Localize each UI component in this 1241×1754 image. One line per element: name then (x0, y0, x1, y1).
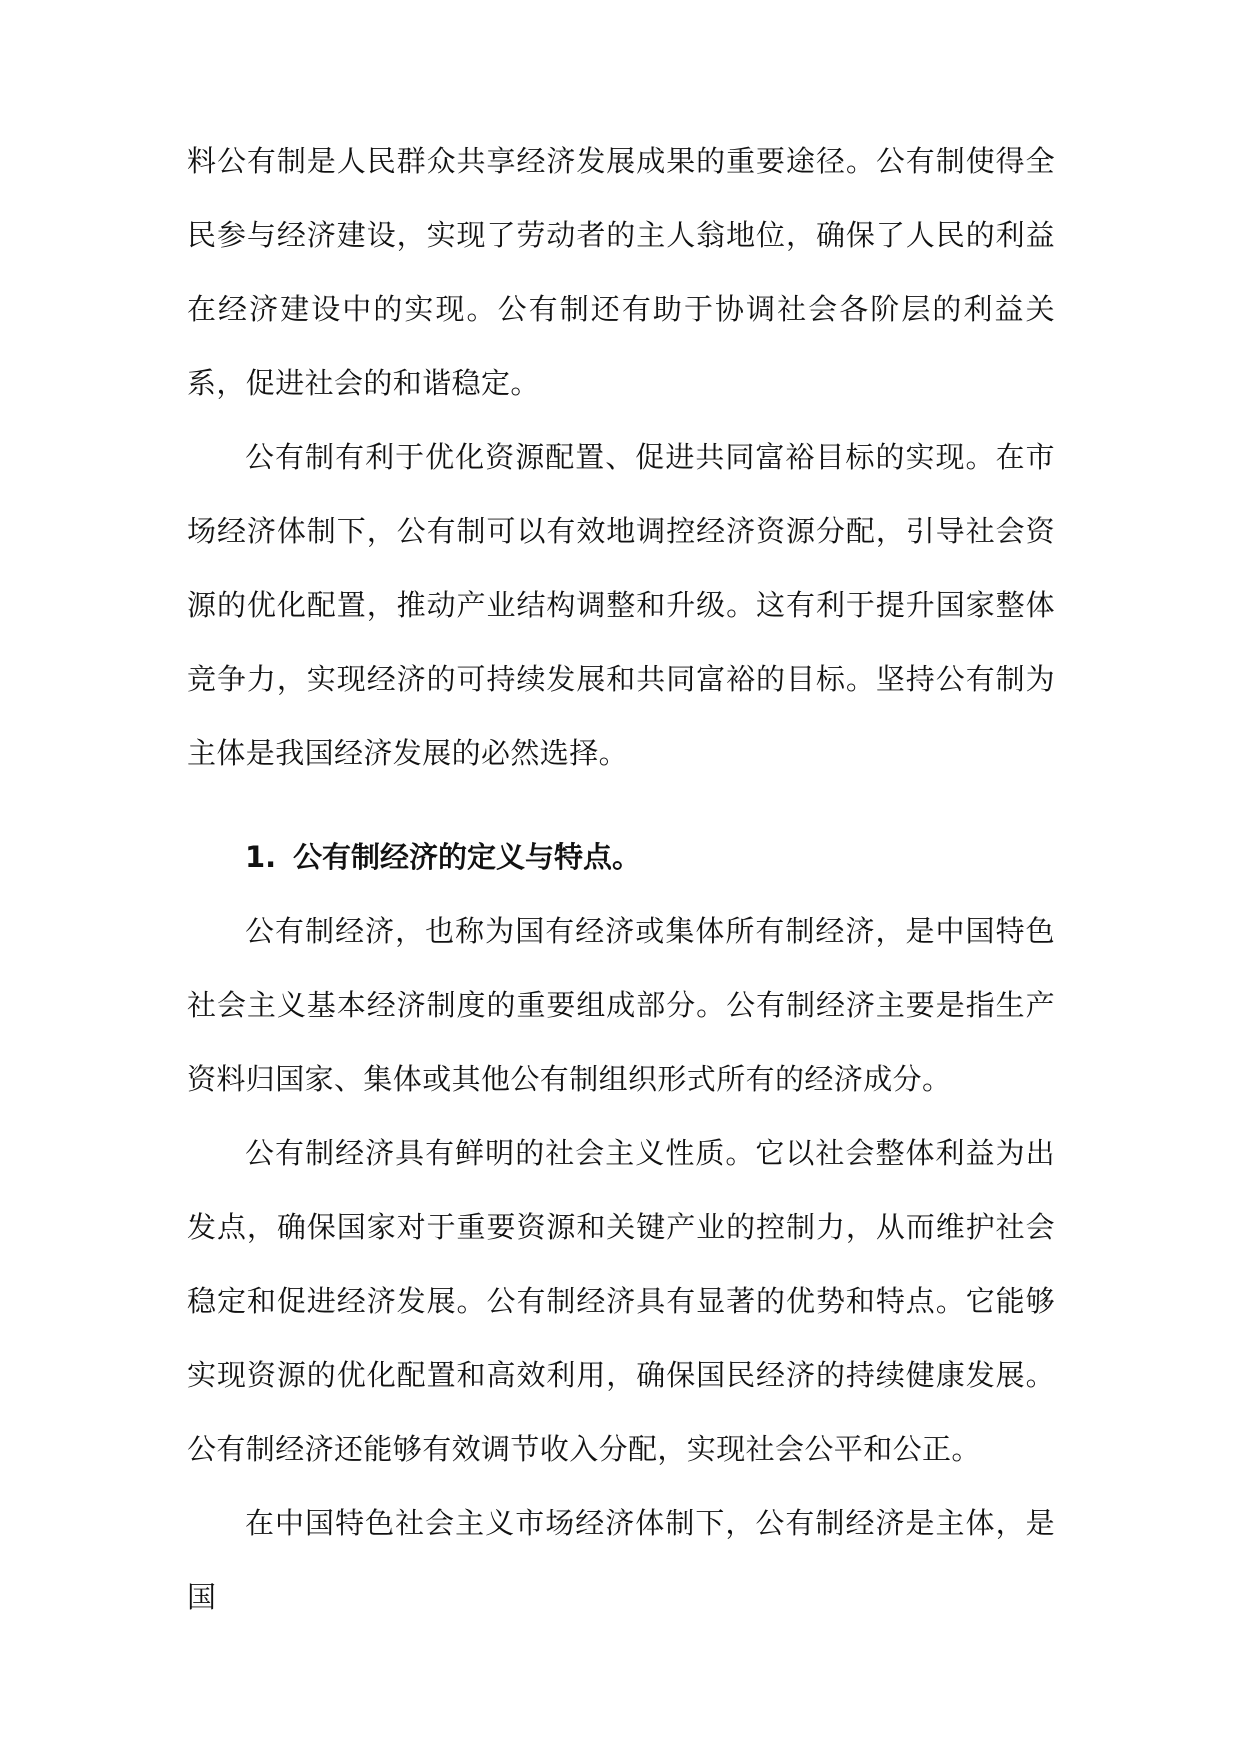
section-number: 1. (245, 840, 277, 874)
section-title: 公有制经济的定义与特点。 (293, 840, 642, 874)
paragraph-5: 在中国特色社会主义市场经济体制下，公有制经济是主体，是国 (187, 1506, 1055, 1614)
paragraph-4: 公有制经济具有鲜明的社会主义性质。它以社会整体利益为出发点，确保国家对于重要资源和关键产业的控制力，从而维护社会稳定和促进经济发展。公有制经济具有显著的优势和特点。它能够实现资源的优化配置和高效利用，确保国民经济的持续健康发展。公有制经济还能够有效调节收入分配，实现社会公平和公正。 (187, 1136, 1055, 1466)
paragraph-2: 公有制有利于优化资源配置、促进共同富裕目标的实现。在市场经济体制下，公有制可以有效地调控经济资源分配，引导社会资源的优化配置，推动产业结构调整和升级。这有利于提升国家整体竞争力，实现经济的可持续发展和共同富裕的目标。坚持公有制为主体是我国经济发展的必然选择。 (187, 440, 1055, 770)
paragraph-1: 料公有制是人民群众共享经济发展成果的重要途径。公有制使得全民参与经济建设，实现了劳动者的主人翁地位，确保了人民的利益在经济建设中的实现。公有制还有助于协调社会各阶层的利益关系，促进社会的和谐稳定。 (187, 144, 1055, 400)
section-heading (187, 820, 1055, 894)
paragraph-3: 公有制经济，也称为国有经济或集体所有制经济，是中国特色社会主义基本经济制度的重要组成部分。公有制经济主要是指生产资料归国家、集体或其他公有制组织形式所有的经济成分。 (187, 914, 1055, 1096)
document-page (187, 124, 1055, 1634)
